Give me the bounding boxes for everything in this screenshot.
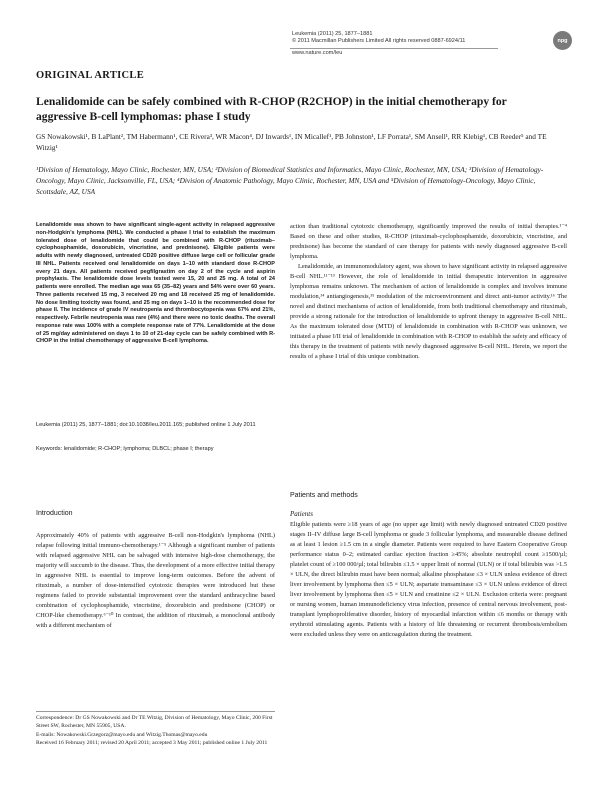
introduction-text: Approximately 40% of patients with aggressive B-cell non-Hodgkin's lymphoma (NHL) relapse following initial immuno-chemotherapy.¹⁻⁵ Although a significant number of patients with relapsed aggressive NHL can be salvaged with intensive high-dose chemotherapy, the majority will succumb to the disease. Thus, the development of a more effective initial therapy in aggressive NHL is essential to improve long-term outcomes. Before the advent of rituximab, a number of dose-intensified cytotoxic therapies were introduced but these regimens failed to provide substantial improvement over the standard anthracycline based combination of cyclophosphamide, vincristine, doxorubicin and prednisone (CHOP) or CHOP-like chemotherapy.⁶⁻¹⁰ In contrast, the addition of rituximab, a monoclonal antibody with a different mechanism of: [36, 532, 275, 629]
intro-continued: [290, 222, 567, 362]
patients-text: Eligible patients were ≥18 years of age (no upper age limit) with newly diagnosed untreated CD20 positive stages II–IV diffuse large B-cell lymphoma or grade 3 follicular lymphoma, and measurable disease defined as at least 1 lesion ≥1.5 cm in a single diameter. Patients were required to have Eastern Cooperative Group performance status 0–2; estimated cardiac ejection fraction ≥45%; absolute neutrophil count ≥1500/µl; platelet count of ≥100 000/µl; total bilirubin ≤1.5 × upper limit of normal (ULN) or if total bilirubin was >1.5 × ULN, the direct bilirubin must have been normal; alkaline phosphatase ≤3 × ULN unless evidence of direct liver involvement by lymphoma then ≤5 × ULN; aspartate transaminase ≤3 × ULN unless evidence of direct liver involvement by lymphoma then ≤5 × ULN and creatinine ≤2 × ULN. Exclusion criteria were: pregnant or nursing women, human immunodeficiency virus infection, presence of central nervous involvement, post-transplant lymphoproliferative disorder, history of myocardial infarction within ≤6 months or therapy with erythroid stimulating agents. Patients with a history of life threatening or recurrent thrombosis/embolism were excluded unless they were on anticoagulation during the treatment.: [290, 521, 567, 638]
footnote-divider: [36, 711, 275, 712]
publisher-logo: [553, 31, 572, 50]
abstract: Lenalidomide was shown to have significant single-agent activity in relapsed aggressive non-Hodgkin's lymphoma (NHL). We conducted a phase I trial to establish the maximum tolerated dose of lenalidomide that could be combined with R-CHOP (rituximab–cyclophosphamide, doxorubicin, vincristine, and prednisone). Eligible patients were adults with newly diagnosed, untreated CD20 positive diffuse large cell or follicular grade III NHL. Patients received oral lenalidomide on days 1–10 with standard dose R-CHOP every 21 days. All patients received pegfilgrastim on day 2 of the cycle and aspirin prophylaxis. The lenalidomide dose levels tested were 15, 20 and 25 mg. A total of 24 patients were enrolled. The median age was 65 (35–82) years and 54% were over 60 years. Three patients received 15 mg, 3 received 20 mg and 18 received 25 mg of lenalidomide. No dose limiting toxicity was found, and 25 mg on days 1–10 is the recommended dose for phase II. The incidence of grade IV neutropenia and thrombocytopenia was 67% and 21%, respectively. Febrile neutropenia was rare (4%) and there were no toxic deaths. The overall response rate was 100% with a complete response rate of 77%. Lenalidomide at the dose of 25 mg/day administered on days 1 to 10 of 21-day cycle can be safely combined with R-CHOP in the initial chemotherapy of aggressive B-cell lymphoma.: [36, 222, 275, 345]
intro-paragraph: Lenalidomide, an immunomodulatory agent, was shown to have significant activity in relapsed aggressive B-cell NHL.¹¹⁻¹³ However, the role of lenalidomide in initial therapeutic intervention in aggressive lymphomas remains unknown. The mechanism of action of lenalidomide is complex and involves immune modulation,¹⁴ antiangiogenesis,¹⁵ modulation of the microenvironment and direct anti-tumor activity.¹⁶ The novel and distinct mechanisms of action of lenalidomide, from both traditional chemotherapy and rituximab, provide a strong rationale for the introduction of lenalidomide to upfront therapy in aggressive B-cell NHL. As the maximum tolerated dose (MTD) of lenalidomide in combination with R-CHOP was unknown, we initiated a phase I/II trial of lenalidomide in combination with R-CHOP to establish the safety and efficacy of this therapy in the treatment of patients with newly diagnosed aggressive B-cell NHL. Herein, we report the results of a phase I trial of this unique combination.: [290, 263, 567, 360]
journal-meta: [292, 31, 492, 57]
received-dates: Received 16 February 2011; revised 20 April 2011; accepted 3 May 2011; published online 1 July 2011: [36, 739, 268, 746]
correspondence-address: Correspondence: Dr GS Nowakowski and Dr TE Witzig, Division of Hematology, Mayo Clinic, 200 First Street SW, Rochester, MN 55905, USA.: [36, 715, 273, 730]
journal-url[interactable]: www.nature.com/leu: [292, 49, 343, 56]
author-list: GS Nowakowski¹, B LaPlant², TM Habermann¹, CE Rivera³, WR Macon⁴, DJ Inwards¹, IN Micallef¹, PB Johnston¹, LF Porrata¹, SM Ansell¹, RR Klebig¹, CB Reeder⁵ and TE Witzig¹: [36, 132, 547, 152]
correspondence-emails[interactable]: E-mails: Nowakowski.Grzegorz@mayo.edu and Witzig.Thomas@mayo.edu: [36, 731, 208, 738]
affiliations: ¹Division of Hematology, Mayo Clinic, Rochester, MN, USA; ²Division of Biomedical Statistics and Informatics, Mayo Clinic, Rochester, MN, USA; ³Division of Hematology-Oncology, Mayo Clinic, Jacksonville, FL, USA; ⁴Division of Anatomic Pathology, Mayo Clinic, Rochester, MN, USA and ⁵Division of Hematology-Oncology, Mayo Clinic, Scottsdale, AZ, USA: [36, 165, 544, 197]
copyright-line: © 2011 Macmillan Publishers Limited All rights reserved 0887-6924/11: [292, 38, 466, 45]
intro-paragraph: action than traditional cytotoxic chemotherapy, significantly improved the results of initial therapies.¹⁻⁴ Based on these and other studies, R-CHOP (rituximab-cyclophosphamide, doxorubicin, vincristine, and prednisone) has become the standard of care therapy for patients with newly diagnosed aggressive B-cell lymphoma.: [290, 223, 567, 260]
logo-text: npg: [557, 37, 568, 44]
introduction-heading: Introduction: [36, 510, 73, 517]
methods-heading: Patients and methods: [290, 492, 358, 499]
correspondence-block: [36, 714, 275, 747]
keywords: Keywords: lenalidomide; R-CHOP; lymphoma; DLBCL; phase I; therapy: [36, 446, 214, 452]
article-type: ORIGINAL ARTICLE: [36, 70, 145, 81]
article-title: Lenalidomide can be safely combined with R-CHOP (R2CHOP) in the initial chemotherapy for aggressive B-cell lymphomas: phase I study: [36, 95, 507, 123]
journal-citation-line: Leukemia (2011) 25, 1877–1881: [292, 31, 373, 37]
citation-line: Leukemia (2011) 25, 1877–1881; doi:10.1038/leu.2011.165; published online 1 July 2011: [36, 422, 256, 428]
header-divider: [290, 48, 498, 49]
patients-subheading: Patients: [290, 510, 313, 518]
